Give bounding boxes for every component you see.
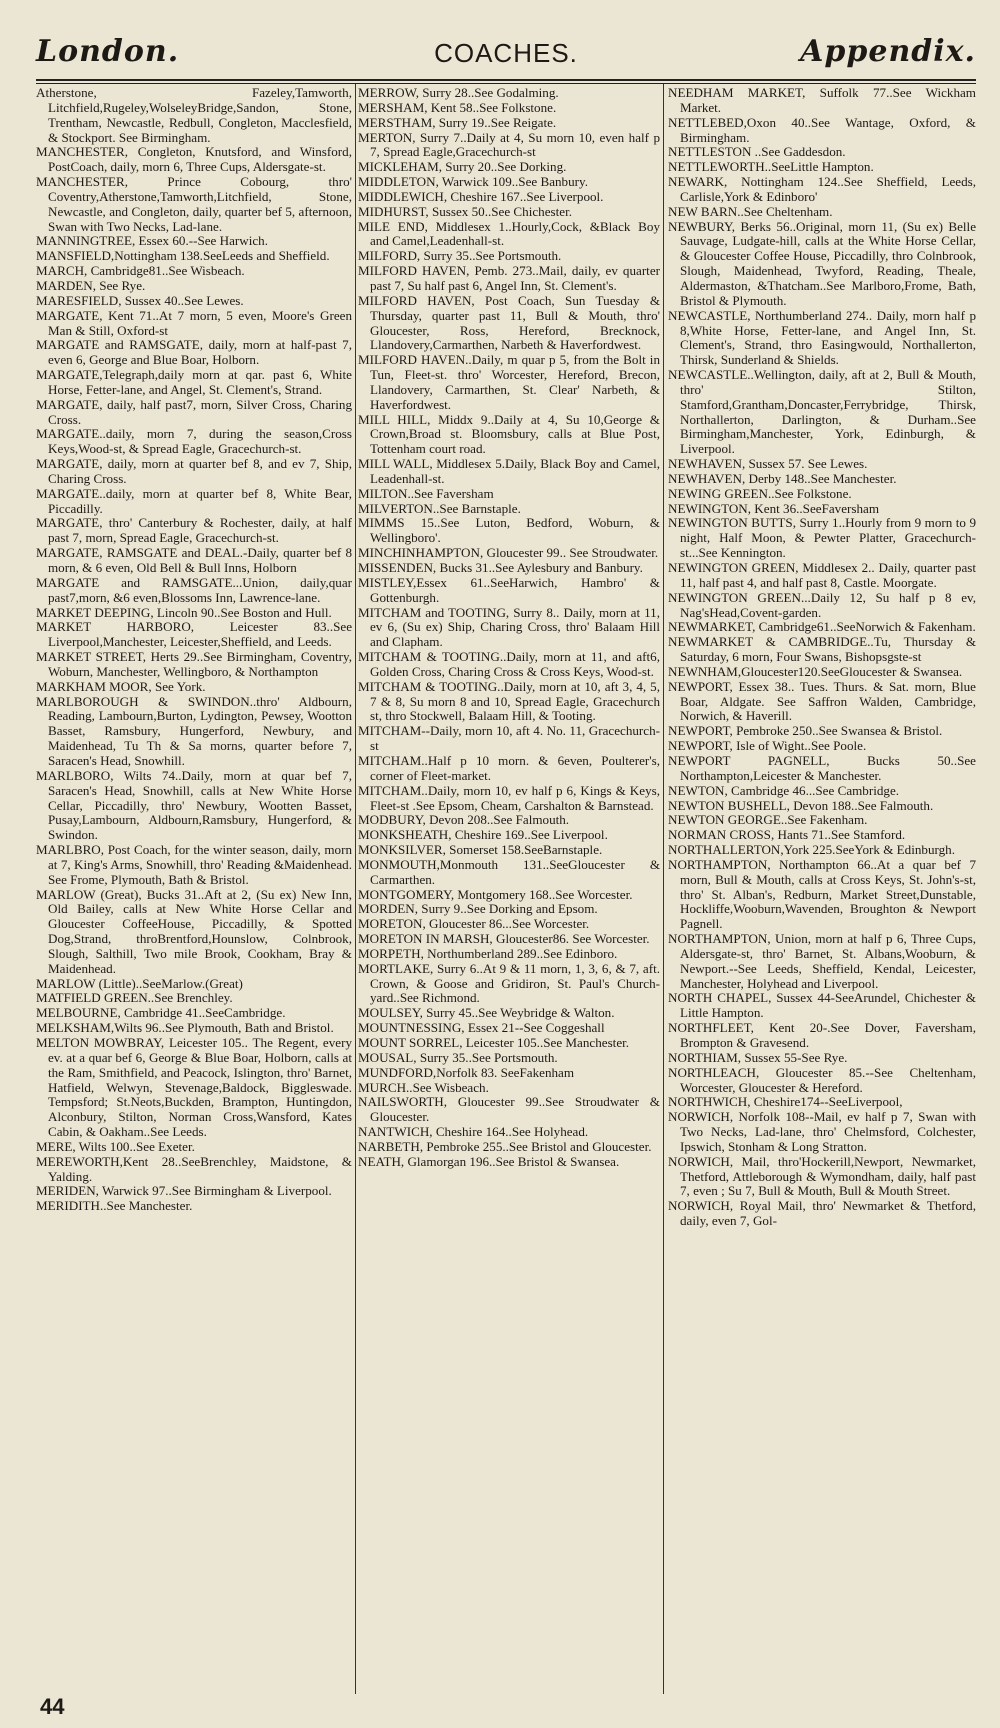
directory-entry: MARKET HARBORO, Leicester 83..See Liverpool,Manchester, Leicester,Sheffield, and Leeds. [36, 619, 352, 650]
directory-entry: NORWICH, Norfolk 108--Mail, ev half p 7, Swan with Two Necks, Lad-lane, thro' Chelmsford, Colchester, Ipswich, Stonham & Long Stratton. [668, 1109, 976, 1154]
directory-entry: MILL HILL, Middx 9..Daily at 4, Su 10,George & Crown,Broad st. Bloomsbury, calls at Blue Post, Tottenham court road. [358, 411, 660, 457]
directory-entry: NEWTON BUSHELL, Devon 188..See Falmouth. [668, 797, 934, 813]
directory-entry: NORTHLEACH, Gloucester 85.--See Cheltenham, Worcester, Gloucester & Hereford. [668, 1064, 976, 1095]
directory-entry: NORTHIAM, Sussex 55-See Rye. [668, 1049, 848, 1065]
directory-entry: MONMOUTH,Monmouth 131..SeeGloucester & Carmarthen. [358, 856, 660, 887]
directory-entry: NEWHAVEN, Sussex 57. See Lewes. [668, 456, 868, 472]
directory-entry: MODBURY, Devon 208..See Falmouth. [358, 812, 570, 828]
directory-entry: MERTON, Surry 7..Daily at 4, Su morn 10, even half p 7, Spread Eagle,Gracechurch-st [358, 129, 660, 160]
directory-entry: NEW BARN..See Cheltenham. [668, 203, 833, 219]
directory-entry: MILE END, Middlesex 1..Hourly,Cock, &Black Boy and Camel,Leadenhall-st. [358, 218, 660, 249]
directory-entry: MORETON IN MARSH, Gloucester86. See Worcester. [358, 931, 650, 947]
directory-entry: MIDHURST, Sussex 50..See Chichester. [358, 203, 572, 219]
column-middle [358, 86, 660, 1694]
header-rule [36, 79, 976, 81]
directory-entry: MITCHAM and TOOTING, Surry 8.. Daily, morn at 11, ev 6, (Su ex) Ship, Charing Cross, thro' Balaam Hill and Clapham. [358, 604, 660, 650]
directory-entry: MARGATE and RAMSGATE...Union, daily,quar past7,morn, &6 even,Blossoms Inn, Lawrence-lane. [36, 574, 352, 605]
directory-entry: MILFORD HAVEN, Pemb. 273..Mail, daily, ev quarter past 7, Su half past 6, Angel Inn, St. Clement's. [358, 263, 660, 293]
directory-entry: MARGATE, thro' Canterbury & Rochester, daily, at half past 7, morn, Spread Eagle, Gracechurch-st. [36, 515, 352, 546]
header-right: Appendix. [800, 34, 976, 69]
directory-entry: NEATH, Glamorgan 196..See Bristol & Swansea. [358, 1153, 620, 1169]
directory-entry: NETTLEBED,Oxon 40..See Wantage, Oxford, & Birmingham. [668, 114, 976, 145]
directory-entry: MARLOW (Great), Bucks 31..Aft at 2, (Su ex) New Inn, Old Bailey, calls at New White Horse Cellar and Gloucester CoffeeHouse, Piccadilly, & Spotted Dog,Strand, throBrentford,Hounslow, Colnbrook, Slough, Salthill, Two mile Brook, Cookham, Bray & Maidenhead. [36, 886, 352, 976]
directory-entry: MANSFIELD,Nottingham 138.SeeLeeds and Sheffield. [36, 248, 330, 264]
header-title: COACHES. [434, 38, 578, 68]
directory-entry: NORWICH, Mail, thro'Hockerill,Newport, Newmarket, Thetford, Attleborough & Wymondham, daily, half past 7, even ; Su 7, Bull & Mouth, Bull & Mouth Street. [668, 1153, 976, 1199]
directory-entry: MERSHAM, Kent 58..See Folkstone. [358, 99, 557, 115]
directory-entry: MARGATE, RAMSGATE and DEAL.-Daily, quarter bef 8 morn, & 6 even, Old Bell & Bull Inns, Holborn [36, 545, 352, 575]
directory-entry: MARGATE and RAMSGATE, daily, morn at half-past 7, even 6, George and Blue Boar, Holborn. [36, 337, 352, 368]
directory-entry: MELTON MOWBRAY, Leicester 105.. The Regent, every ev. at a quar bef 6, George & Blue Boar, Holborn, calls at the Ram, Smithfield, and Peacock, Islington, thro' Barnet, Hatfield, Welwyn, Stevenage,Baldock, Biggleswade. Tempsford; St.Neots,Buckden, Brampton, Huntingdon, Alconbury, Stilton, Norman Cross,Wansford, Kates Cabin, & Oakham..See Leeds. [36, 1035, 352, 1140]
directory-entry: MORTLAKE, Surry 6..At 9 & 11 morn, 1, 3, 6, & 7, aft. Crown, & Goose and Gridiron, St. Paul's Church-yard..See Richmond. [358, 960, 660, 1006]
directory-entry: MELBOURNE, Cambridge 41..SeeCambridge. [36, 1005, 286, 1021]
directory-entry: MILL WALL, Middlesex 5.Daily, Black Boy and Camel, Leadenhall-st. [358, 456, 660, 486]
directory-entry: NEWPORT, Isle of Wight..See Poole. [668, 738, 867, 754]
directory-entry: MIMMS 15..See Luton, Bedford, Woburn, & Wellingboro'. [358, 515, 660, 546]
directory-entry: MARDEN, See Rye. [36, 277, 146, 293]
directory-entry: NEWMARKET, Cambridge61..SeeNorwich & Fakenham. [668, 619, 976, 635]
directory-entry: MITCHAM & TOOTING..Daily, morn at 11, and aft6, Golden Cross, Charing Cross & Cross Keys, Wood-st. [358, 649, 660, 679]
directory-entry: MONKSILVER, Somerset 158.SeeBarnstaple. [358, 842, 603, 858]
directory-entry: MURCH..See Wisbeach. [358, 1079, 489, 1095]
directory-entry: MARLOW (Little)..SeeMarlow.(Great) [36, 975, 243, 991]
directory-entry: NORTH CHAPEL, Sussex 44-SeeArundel, Chichester & Little Hampton. [668, 990, 976, 1021]
directory-entry: MERE, Wilts 100..See Exeter. [36, 1138, 195, 1154]
directory-entry: MEREWORTH,Kent 28..SeeBrenchley, Maidstone, & Yalding. [36, 1153, 352, 1184]
directory-entry: MILFORD HAVEN..Daily, m quar p 5, from the Bolt in Tun, Fleet-st. thro' Worcester, Hereford, Brecon, Llandovery, Carmarthen, St. Clear' Narbeth, & Haverfordwest. [358, 352, 660, 412]
directory-entry: MOUNTNESSING, Essex 21--See Coggeshall [358, 1020, 605, 1036]
directory-entry: MERIDITH..See Manchester. [36, 1198, 193, 1214]
directory-entry: MARLBRO, Post Coach, for the winter season, daily, morn at 7, King's Arms, Snowhill, thro' Reading &Maidenhead. See Frome, Plymouth, Bath & Bristol. [36, 842, 352, 887]
header-left: London. [36, 34, 180, 69]
directory-entry: MINCHINHAMPTON, Gloucester 99.. See Stroudwater. [358, 545, 659, 561]
directory-entry: NEWPORT, Pembroke 250..See Swansea & Bristol. [668, 723, 943, 739]
header-rule-thin [36, 83, 976, 84]
directory-entry: NEWCASTLE, Northumberland 274.. Daily, morn half p 8,White Horse, Fetter-lane, and Angel Inn, St. Clement's, Strand, thro Easingwould, Northallerton, Thirsk, Sunderland & Shields. [668, 307, 976, 368]
directory-entry: Atherstone, Fazeley,Tamworth, Litchfield,Rugeley,WolseleyBridge,Sandon, Stone, Trentham, Newcastle, Redbull, Congleton, Macclesfield, & Stockport. See Birmingham. [36, 86, 352, 145]
directory-entry: MICKLEHAM, Surry 20..See Dorking. [358, 159, 567, 175]
directory-entry: MERSTHAM, Surry 19..See Reigate. [358, 114, 557, 130]
directory-entry: MITCHAM..Daily, morn 10, ev half p 6, Kings & Keys, Fleet-st .See Epsom, Cheam, Carshalton & Barnstead. [358, 782, 660, 813]
directory-entry: MISSENDEN, Bucks 31..See Aylesbury and Banbury. [358, 560, 643, 575]
directory-entry: MATFIELD GREEN..See Brenchley. [36, 990, 233, 1006]
directory-entry: MITCHAM--Daily, morn 10, aft 4. No. 11, Gracechurch-st [358, 723, 660, 754]
directory-entry: NEWBURY, Berks 56..Original, morn 11, (Su ex) Belle Sauvage, Ludgate-hill, calls at the White Horse Cellar, & Gloucester Coffee House, Piccadilly, thro Colnbrook, Slough, Maidenhead, Twyford, Reading, Theale, Aldermaston, &Thatcham..See Marlboro,Frome, Bath, Bristol & Plymouth. [668, 218, 976, 308]
directory-entry: MARLBORO, Wilts 74..Daily, morn at quar bef 7, Saracen's Head, Snowhill, calls at New White Horse Cellar, Piccadilly, thro' Newbury, Wootten Basset, Pusay,Lambourn, Aldbourn,Ramsbury, Hungerford, & Swindon. [36, 767, 352, 843]
directory-entry: MARKHAM MOOR, See York. [36, 678, 206, 694]
directory-entry: NEEDHAM MARKET, Suffolk 77..See Wickham Market. [668, 86, 976, 115]
directory-entry: NORTHAMPTON, Northampton 66..At a quar bef 7 morn, Bull & Mouth, calls at Cross Keys, St. John's-st, thro' St. Alban's, Redburn, Market Street,Dunstable, Hockliffe,Wooburn,Wavenden, Broughton & Newport Pagnell. [668, 856, 976, 932]
directory-entry: MARGATE..daily, morn at quarter bef 8, White Bear, Piccadilly. [36, 485, 352, 516]
directory-entry: MARESFIELD, Sussex 40..See Lewes. [36, 292, 244, 308]
directory-entry: MERROW, Surry 28..See Godalming. [358, 86, 559, 100]
directory-entry: MONTGOMERY, Montgomery 168..See Worcester. [358, 886, 633, 902]
directory-entry: NETTLEWORTH..SeeLittle Hampton. [668, 159, 874, 175]
directory-entry: MISTLEY,Essex 61..SeeHarwich, Hambro' & Gottenburgh. [358, 574, 660, 605]
page-header [36, 34, 976, 76]
directory-entry: NEWCASTLE..Wellington, daily, aft at 2, Bull & Mouth, thro' Stilton, Stamford,Grantham,Doncaster,Ferrybridge, Thirsk, Northallerton, Darlington, & Durham..See Birmingham,Manchester, York, Edinburgh, & Liverpool. [668, 367, 976, 457]
directory-entry: NEWPORT PAGNELL, Bucks 50..See Northampton,Leicester & Manchester. [668, 752, 976, 783]
directory-entry: MANCHESTER, Prince Cobourg, thro' Coventry,Atherstone,Tamworth,Litchfield, Stone, Newcastle, and Congleton, daily, quarter bef 5, afternoon, Swan with Two Necks, Lad-lane. [36, 174, 352, 234]
directory-entry: MANCHESTER, Congleton, Knutsford, and Winsford, PostCoach, daily, morn 6, Three Cups, Aldersgate-st. [36, 144, 352, 175]
directory-entry: MARKET DEEPING, Lincoln 90..See Boston and Hull. [36, 604, 332, 620]
column-divider [355, 84, 356, 1694]
directory-entry: MERIDEN, Warwick 97..See Birmingham & Liverpool. [36, 1183, 332, 1199]
directory-entry: MARGATE, daily, half past7, morn, Silver Cross, Charing Cross. [36, 396, 352, 427]
directory-entry: MILFORD HAVEN, Post Coach, Sun Tuesday & Thursday, quarter past 11, Bull & Mouth, thro' Gloucester, Ross, Hereford, Brecknock, Llandovery,Carmarthen, Narbeth & Haverfordwest. [358, 292, 660, 353]
directory-entry: NEWINGTON GREEN, Middlesex 2.. Daily, quarter past 11, half past 4, and half past 8, Castle. Moorgate. [668, 560, 976, 590]
directory-entry: NEWHAVEN, Derby 148..See Manchester. [668, 470, 897, 486]
directory-entry: NEWINGTON, Kent 36..SeeFaversham [668, 500, 880, 516]
directory-entry: MARGATE..daily, morn 7, during the season,Cross Keys,Wood-st, & Spread Eagle, Gracechurch-st. [36, 426, 352, 457]
directory-entry: MONKSHEATH, Cheshire 169..See Liverpool. [358, 827, 608, 843]
directory-entry: MITCHAM & TOOTING..Daily, morn at 10, aft 3, 4, 5, 7 & 8, Su morn 8 and 10, Spread Eagle, Gracechurch st, thro Stockwell, Balaam Hill, & Tooting. [358, 678, 660, 724]
directory-entry: MUNDFORD,Norfolk 83. SeeFakenham [358, 1064, 575, 1080]
column-divider [663, 84, 664, 1694]
page-number: 44 [40, 1694, 65, 1719]
directory-entry: NEWARK, Nottingham 124..See Sheffield, Leeds, Carlisle,York & Edinboro' [668, 174, 976, 204]
directory-entry: NEWNHAM,Gloucester120.SeeGloucester & Swansea. [668, 663, 963, 679]
directory-entry: NEWMARKET & CAMBRIDGE..Tu, Thursday & Saturday, 6 morn, Four Swans, Bishopsgste-st [668, 634, 976, 665]
directory-entry: NANTWICH, Cheshire 164..See Holyhead. [358, 1124, 589, 1140]
column-right [668, 86, 976, 1694]
directory-entry: NORTHALLERTON,York 225.SeeYork & Edinburgh. [668, 842, 955, 858]
directory-entry: MARCH, Cambridge81..See Wisbeach. [36, 263, 245, 279]
directory-entry: NEWTON GEORGE..See Fakenham. [668, 812, 868, 828]
directory-entry: MANNINGTREE, Essex 60.--See Harwich. [36, 233, 268, 249]
directory-entry: MORETON, Gloucester 86...See Worcester. [358, 916, 590, 932]
directory-entry: NORMAN CROSS, Hants 71..See Stamford. [668, 827, 906, 843]
directory-entry: MILVERTON..See Barnstaple. [358, 500, 521, 516]
directory-entry: MIDDLEWICH, Cheshire 167..See Liverpool. [358, 188, 604, 204]
directory-entry: MOUNT SORREL, Leicester 105..See Manchester. [358, 1035, 630, 1050]
directory-entry: MORDEN, Surry 9..See Dorking and Epsom. [358, 901, 598, 917]
directory-entry: MARGATE,Telegraph,daily morn at qar. past 6, White Horse, Fetter-lane, and Angel, St. Clement's, Strand. [36, 367, 352, 397]
directory-entry: NARBETH, Pembroke 255..See Bristol and Gloucester. [358, 1138, 652, 1154]
directory-entry: MOUSAL, Surry 35..See Portsmouth. [358, 1049, 558, 1065]
directory-entry: MILFORD, Surry 35..See Portsmouth. [358, 248, 562, 264]
directory-entry: MITCHAM..Half p 10 morn. & 6even, Poulterer's, corner of Fleet-market. [358, 752, 660, 783]
directory-entry: NEWING GREEN..See Folkstone. [668, 485, 852, 501]
directory-entry: NORWICH, Royal Mail, thro' Newmarket & Thetford, daily, even 7, Gol- [668, 1198, 976, 1229]
directory-entry: NEWTON, Cambridge 46...See Cambridge. [668, 782, 900, 798]
directory-entry: NETTLESTON ..See Gaddesdon. [668, 144, 846, 160]
directory-entry: MORPETH, Northumberland 289..See Edinboro. [358, 945, 618, 961]
directory-entry: MIDDLETON, Warwick 109..See Banbury. [358, 174, 588, 190]
directory-entry: NORTHFLEET, Kent 20-.See Dover, Faversham, Brompton & Gravesend. [668, 1020, 976, 1050]
directory-entry: MOULSEY, Surry 45..See Weybridge & Walton. [358, 1005, 615, 1021]
directory-entry: NEWINGTON GREEN...Daily 12, Su half p 8 ev, Nag'sHead,Covent-garden. [668, 589, 976, 620]
column-left [36, 86, 352, 1694]
directory-entry: MILTON..See Faversham [358, 485, 494, 501]
directory-entry: NAILSWORTH, Gloucester 99..See Stroudwater & Gloucester. [358, 1094, 660, 1125]
directory-entry: NEWINGTON BUTTS, Surry 1..Hourly from 9 morn to 9 night, Half Moon, & Pewter Platter, Gracechurch-st...See Kennington. [668, 515, 976, 561]
directory-entry: NORTHAMPTON, Union, morn at half p 6, Three Cups, Aldersgate-st, thro' Barnet, St. Albans,Wooburn, & Newport.--See Leeds, Sheffield, Kendal, Leicester, Manchester, Holyhead and Liverpool. [668, 931, 976, 991]
directory-entry: NEWPORT, Essex 38.. Tues. Thurs. & Sat. morn, Blue Boar, Aldgate. See Saffron Walden, Cambridge, Norwich, & Haverill. [668, 678, 976, 724]
directory-entry: MARKET STREET, Herts 29..See Birmingham, Coventry, Woburn, Manchester, Wellingboro, & Northampton [36, 649, 352, 679]
directory-entry: MARGATE, Kent 71..At 7 morn, 5 even, Moore's Green Man & Still, Oxford-st [36, 307, 352, 338]
directory-entry: MARLBOROUGH & SWINDON..thro' Aldbourn, Reading, Lambourn,Burton, Lydington, Pewsey, Wootton Basset, Ramsbury, Hungerford, Newbury, and Maidenhead, Tu Th & Sa morns, quarter before 7, Saracen's Head, Snowhill. [36, 693, 352, 768]
directory-entry: MELKSHAM,Wilts 96..See Plymouth, Bath and Bristol. [36, 1020, 334, 1036]
directory-entry: NORTHWICH, Cheshire174--SeeLiverpool, [668, 1094, 903, 1110]
directory-entry: MARGATE, daily, morn at quarter bef 8, and ev 7, Ship, Charing Cross. [36, 456, 352, 486]
